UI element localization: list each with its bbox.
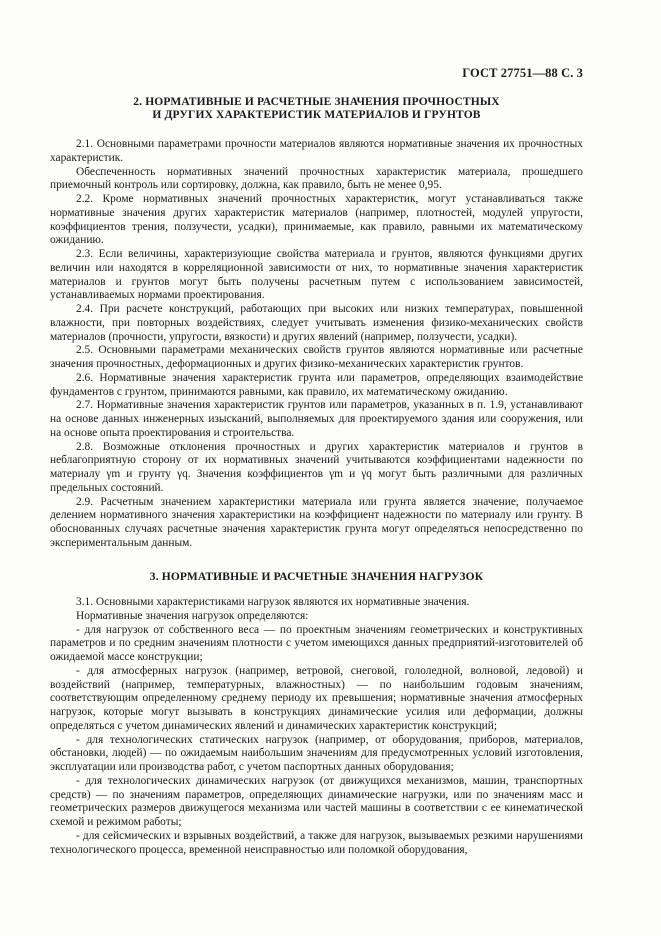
paragraph: - для нагрузок от собственного веса — по проектным значениям геометрических и конструктивных параметров и по средним значениям плотности с учетом имеющихся данных предприятий-изготовителей об ожидаемой массе конструкции; bbox=[50, 623, 583, 663]
section-3-body bbox=[50, 596, 583, 857]
paragraph: 2.1. Основными параметрами прочности материалов являются нормативные значения их прочностных характеристик. bbox=[50, 138, 583, 164]
paragraph: - для технологических динамических нагрузок (от движущихся механизмов, машин, транспортных средств) — по значениям параметров, определяющих динамические нагрузки, или по значениям масс и геометрических размеров движущегося механизма или частей машины в соответствии с ее кинематической схемой и режимом работы; bbox=[50, 774, 583, 828]
section-2-body bbox=[50, 138, 583, 551]
paragraph: 2.3. Если величины, характеризующие свойства материала и грунтов, являются функциями других величин или находятся в корреляционной зависимости от них, то нормативные значения характеристик материалов и грунтов могут быть получены расчетным путем с использованием зависимостей, устанавливаемых нормами проектирования. bbox=[50, 248, 583, 302]
paragraph: 3.1. Основными характеристиками нагрузок являются их нормативные значения. bbox=[76, 596, 470, 608]
section-title-line: 2. НОРМАТИВНЫЕ И РАСЧЕТНЫЕ ЗНАЧЕНИЯ ПРОЧНОСТНЫХ bbox=[133, 96, 500, 108]
paragraph: Обеспеченность нормативных значений прочностных характеристик материала, прошедшего приемочный контроль или сортировку, должна, как правило, быть не менее 0,95. bbox=[50, 165, 583, 192]
paragraph: Нормативные значения нагрузок определяются: bbox=[76, 609, 309, 622]
paragraph: - для технологических статических нагрузок (например, от оборудования, приборов, материалов, обстановки, людей) — по ожидаемым наибольшим значениям для предусмотренных условий изготовления, эксплуатации или производства работ, с учетом паспортных данных оборудования; bbox=[50, 733, 583, 773]
section-3-title bbox=[50, 571, 583, 584]
paragraph: 2.7. Нормативные значения характеристик грунтов или параметров, указанных в п. 1.9, устанавливают на основе данных инженерных изысканий, выполняемых для проектируемого здания или сооружения, или на основе опыта проектирования и строительства. bbox=[50, 399, 583, 439]
paragraph: 2.8. Возможные отклонения прочностных и других характеристик материалов и грунтов в неблагоприятную сторону от их нормативных значений учитываются коэффициентами надежности по материалу γm и грунту γq. Значения коэффициентов γm и γq могут быть различными для различных предельных состояний. bbox=[50, 440, 583, 494]
section-title-line: И ДРУГИХ ХАРАКТЕРИСТИК МАТЕРИАЛОВ И ГРУНТОВ bbox=[152, 109, 481, 121]
paragraph: 2.4. При расчете конструкций, работающих при высоких или низких температурах, повышенной влажности, при повторных воздействиях, следует учитывать изменения физико-механических свойств материалов (прочности, упругости, вязкости) и других явлений (например, ползучести, усадки). bbox=[50, 303, 583, 343]
paragraph: - для атмосферных нагрузок (например, ветровой, снеговой, гололедной, волновой, ледовой) и воздействий (например, температурных, влажностных) — по наибольшим годовым значениям, соответствующим определенному среднему периоду их превышения; нормативные значения атмосферных нагрузок, которые могут вызывать в конструкциях динамические усилия или деформации, должны определяться с учетом динамических явлений и динамических характеристик конструкций; bbox=[50, 664, 583, 732]
paragraph: 2.6. Нормативные значения характеристик грунта или параметров, определяющих взаимодействие фундаментов с грунтом, принимаются равными, как правило, их математическому ожиданию. bbox=[50, 371, 583, 398]
paragraph: 2.5. Основными параметрами механических свойств грунтов являются нормативные или расчетные значения прочностных, деформационных и других физико-механических характеристик грунтов. bbox=[50, 344, 583, 370]
section-2-title bbox=[50, 96, 583, 122]
paragraph: - для сейсмических и взрывных воздействий, а также для нагрузок, вызываемых резкими нарушениями технологического процесса, временной неисправностью или поломкой оборудования, bbox=[50, 829, 583, 856]
paragraph: 2.9. Расчетным значением характеристики материала или грунта является значение, получаемое делением нормативного значения характеристики на коэффициент надежности по материалу или грунту. В обоснованных случаях расчетные значения характеристик грунта могут определяться непосредственно по экспериментальным данным. bbox=[50, 495, 583, 549]
section-title-line: 3. НОРМАТИВНЫЕ И РАСЧЕТНЫЕ ЗНАЧЕНИЯ НАГРУЗОК bbox=[149, 571, 484, 583]
paragraph: 2.2. Кроме нормативных значений прочностных характеристик, могут устанавливаться также нормативные значения других характеристик материалов (например, плотностей, модулей упругости, коэффициентов трения, ползучести, усадки), принимаемые, как правило, равными их математическому ожиданию. bbox=[50, 193, 583, 247]
document-header: ГОСТ 27751—88 С. 3 bbox=[462, 66, 583, 80]
